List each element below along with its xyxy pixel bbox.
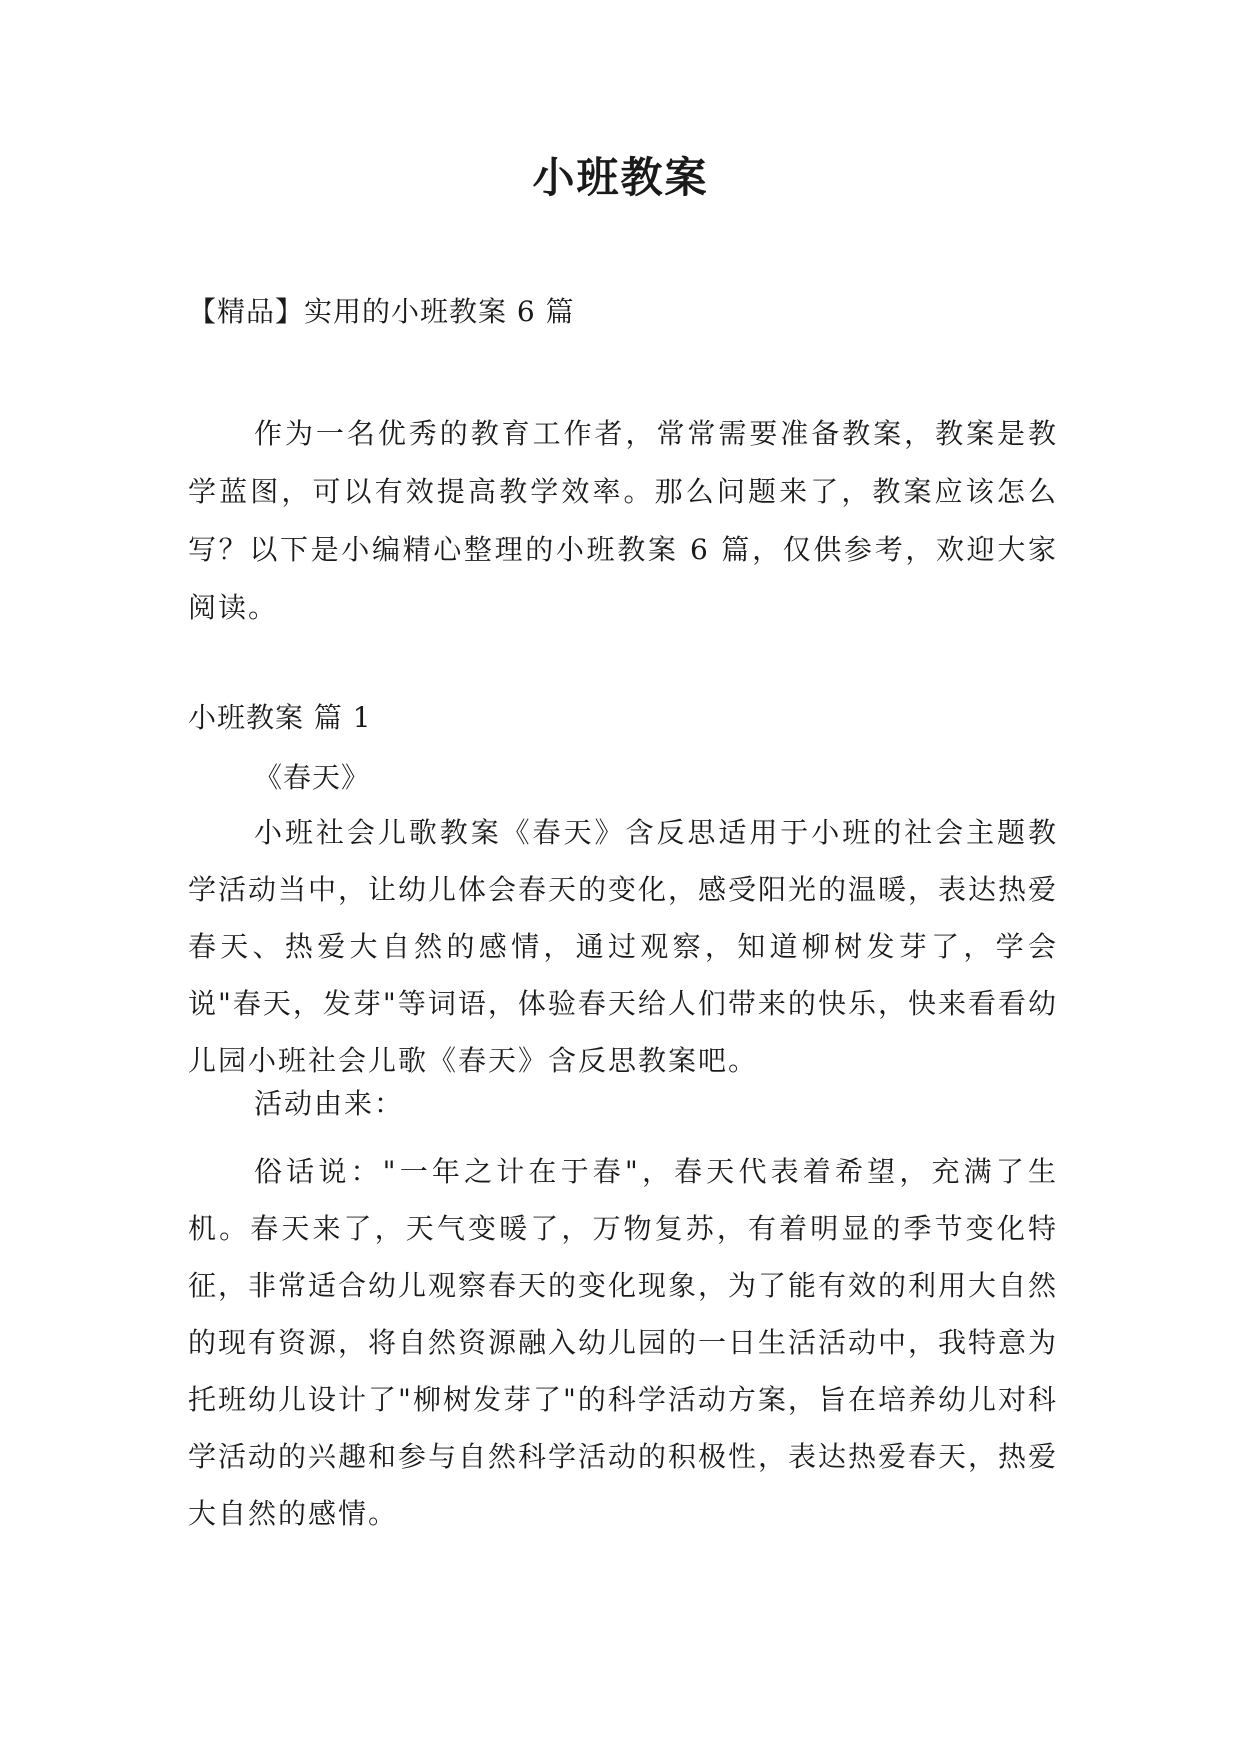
body-paragraph-1: 小班社会儿歌教案《春天》含反思适用于小班的社会主题教学活动当中，让幼儿体会春天的变化，感受阳光的温暖，表达热爱春天、热爱大自然的感情，通过观察，知道柳树发芽了，学会说"春天，发芽"等词语，体验春天给人们带来的快乐，快来看看幼儿园小班社会儿歌《春天》含反思教案吧。	[188, 816, 1059, 1077]
document-subtitle: 【精品】实用的小班教案 6 篇	[188, 295, 575, 328]
section-heading: 小班教案 篇 1	[188, 701, 372, 734]
document-title: 小班教案	[532, 153, 709, 202]
activity-origin-label: 活动由来：	[254, 1087, 405, 1120]
body-paragraph-2: 俗话说："一年之计在于春"，春天代表着希望，充满了生机。春天来了，天气变暖了，万物复苏，有着明显的季节变化特征，非常适合幼儿观察春天的变化现象，为了能有效的利用大自然的现有资源，将自然资源融入幼儿园的一日生活活动中，我特意为托班幼儿设计了"柳树发芽了"的科学活动方案，旨在培养幼儿对科学活动的兴趣和参与自然科学活动的积极性，表达热爱春天，热爱大自然的感情。	[188, 1155, 1059, 1530]
poem-title: 《春天》	[254, 761, 371, 794]
intro-paragraph: 作为一名优秀的教育工作者，常常需要准备教案，教案是教学蓝图，可以有效提高教学效率。那么问题来了，教案应该怎么写？以下是小编精心整理的小班教案 6 篇，仅供参考，欢迎大家阅读。	[188, 417, 1058, 624]
